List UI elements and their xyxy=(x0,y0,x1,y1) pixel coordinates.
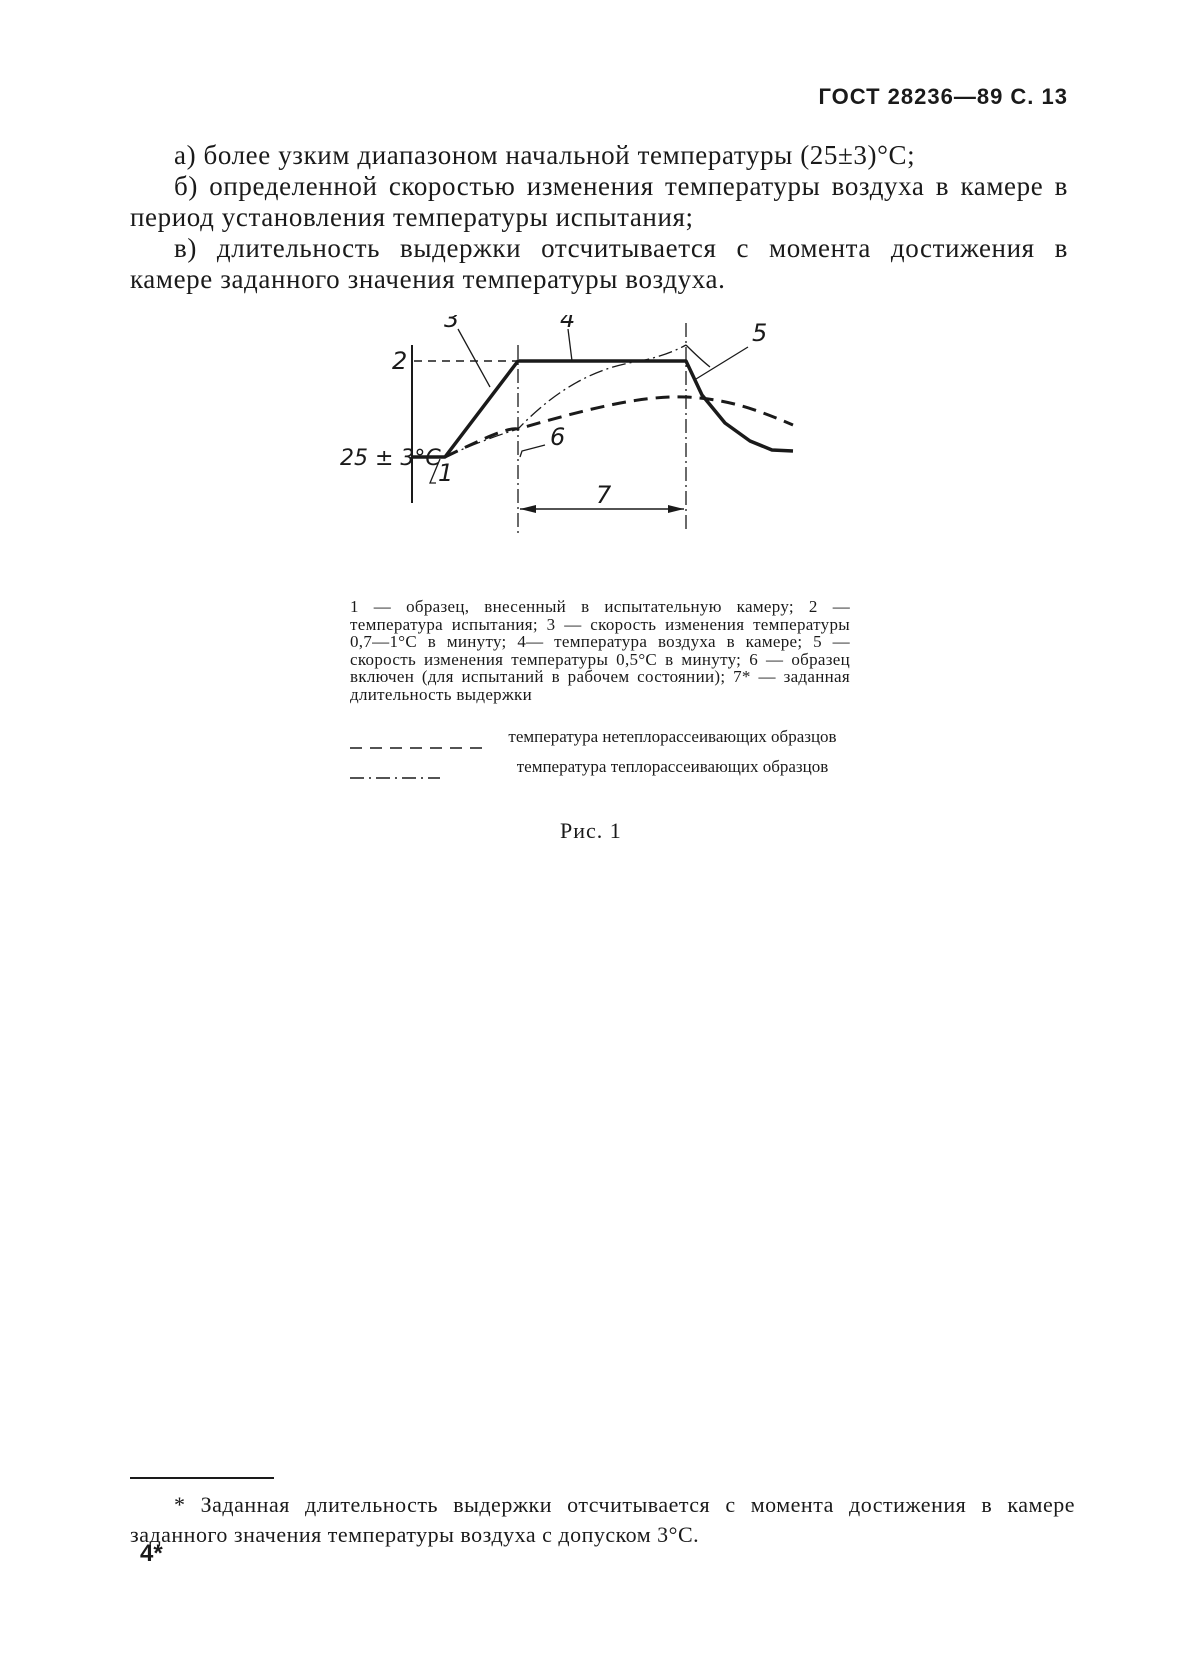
heat-dissipating-tail xyxy=(686,345,710,367)
non-heat-dissipating-curve xyxy=(445,397,793,457)
footnote-text: * Заданная длительность выдержки отсчитывается с момента достижения в камере заданного значения температуры воздуха с допуском 3°С. xyxy=(130,1492,1075,1547)
diagram-svg xyxy=(340,315,840,545)
temperature-diagram xyxy=(340,315,840,550)
legend-text-dash-dot: температура теплорассеивающих образцов xyxy=(516,756,829,776)
paragraph-a: а) более узким диапазоном начальной температуры (25±3)°С; xyxy=(174,140,916,170)
legend-item-dashed xyxy=(350,728,850,754)
dash-dot-line-swatch xyxy=(350,758,495,784)
callout-3: 3 xyxy=(444,315,460,333)
leader-4 xyxy=(568,329,572,361)
paragraph-b: б) определенной скоростью изменения температуры воздуха в камере в период установления температуры испытания; xyxy=(130,171,1068,232)
figure-legend xyxy=(350,728,850,787)
dashed-line-swatch xyxy=(350,728,495,754)
figure-title: Рис. 1 xyxy=(560,818,622,843)
body-text xyxy=(130,140,1068,295)
footnote xyxy=(130,1478,1075,1550)
leader-3 xyxy=(458,329,490,387)
caption-text: 1 — образец, внесенный в испытательную камеру; 2 — температура испытания; 3 — скорость изменения температуры 0,7—1°С в минуту; 4— температура воздуха в камере; 5 — скорость изменения температуры 0,5°С в минуту; 6 — образец включен (для испытаний в рабочем состоянии); 7* — заданная длительность выдержки xyxy=(350,597,850,704)
arrow-head-left xyxy=(520,505,536,513)
callout-6: 6 xyxy=(550,423,566,451)
callout-1: 1 xyxy=(438,459,454,487)
callout-7: 7 xyxy=(596,481,612,509)
page-mark: 4* xyxy=(140,1540,163,1567)
air-temperature-curve xyxy=(412,361,793,457)
legend-text-dashed: температура нетеплорассеивающих образцов xyxy=(508,727,837,746)
arrow-head-right xyxy=(668,505,684,513)
page-header: ГОСТ 28236—89 С. 13 xyxy=(818,84,1068,109)
leader-5 xyxy=(696,347,748,379)
leader-6 xyxy=(520,445,545,457)
legend-item-dash-dot xyxy=(350,758,850,784)
label-2: 2 xyxy=(392,347,408,375)
label-start-temperature: 25 ± 3°С xyxy=(340,446,441,471)
callout-5: 5 xyxy=(752,319,768,347)
callout-4: 4 xyxy=(560,315,576,333)
figure-caption xyxy=(350,598,850,703)
paragraph-c: в) длительность выдержки отсчитывается с момента достижения в камере заданного значения температуры воздуха. xyxy=(130,233,1068,294)
